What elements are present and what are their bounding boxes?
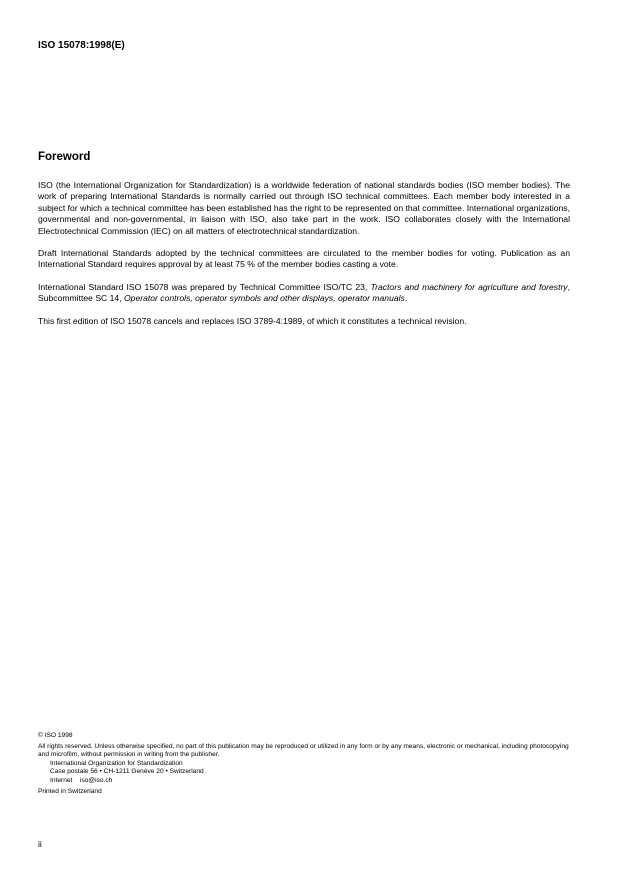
page-number: ii <box>38 839 42 849</box>
foreword-paragraph-2: Draft International Standards adopted by the technical committees are circulated to the member bodies for voting. Publication as an International Standard requires approval by at least 75 % of the member bodies casting a vote. <box>38 248 570 270</box>
committee-title: Tractors and machinery for agriculture and forestry <box>370 281 568 292</box>
organization-name: International Organization for Standardization <box>50 759 183 767</box>
organization-address: Case postale 56 • CH-1211 Genève 20 • Switzerland <box>50 768 204 776</box>
paragraph-3-text-2: , Subcommittee SC 14, <box>38 281 570 304</box>
document-id: ISO 15078:1998(E) <box>38 40 125 51</box>
paragraph-3-text-3: . <box>404 293 408 304</box>
subcommittee-title: Operator controls, operator symbols and other displays, operator manuals <box>123 293 405 304</box>
foreword-paragraph-4: This first edition of ISO 15078 cancels and replaces ISO 3789-4:1989, of which it constitutes a technical revision. <box>38 315 467 326</box>
foreword-paragraph-1: ISO (the International Organization for Standardization) is a worldwide federation of national standards bodies (ISO member bodies). The work of preparing International Standards is normally carried out through ISO technical committees. Each member body interested in a subject for which a technical committee has been established has the right to be represented on that committee. International organizations, governmental and non-governmental, in liaison with ISO, also take part in the work. ISO collaborates closely with the International Electrotechnical Commission (IEC) on all matters of electrotechnical standardization. <box>38 180 570 236</box>
copyright-footer <box>38 732 578 796</box>
internet-label: Internet <box>50 776 73 784</box>
copyright-line: © ISO 1998 <box>38 732 73 739</box>
internet-address: iso@iso.ch <box>80 776 113 784</box>
paragraph-3-text-1: International Standard ISO 15078 was prepared by Technical Committee ISO/TC 23, <box>38 281 371 292</box>
printed-in: Printed in Switzerland <box>38 787 102 795</box>
foreword-body <box>38 180 570 327</box>
internet-line <box>38 777 578 786</box>
rights-notice: All rights reserved. Unless otherwise specified, no part of this publication may be reproduced or utilized in any form or by any means, electronic or mechanical, including photocopying and microfilm, without permission in writing from the publisher. <box>38 742 569 759</box>
foreword-paragraph-3 <box>38 282 570 305</box>
foreword-heading: Foreword <box>38 151 91 163</box>
